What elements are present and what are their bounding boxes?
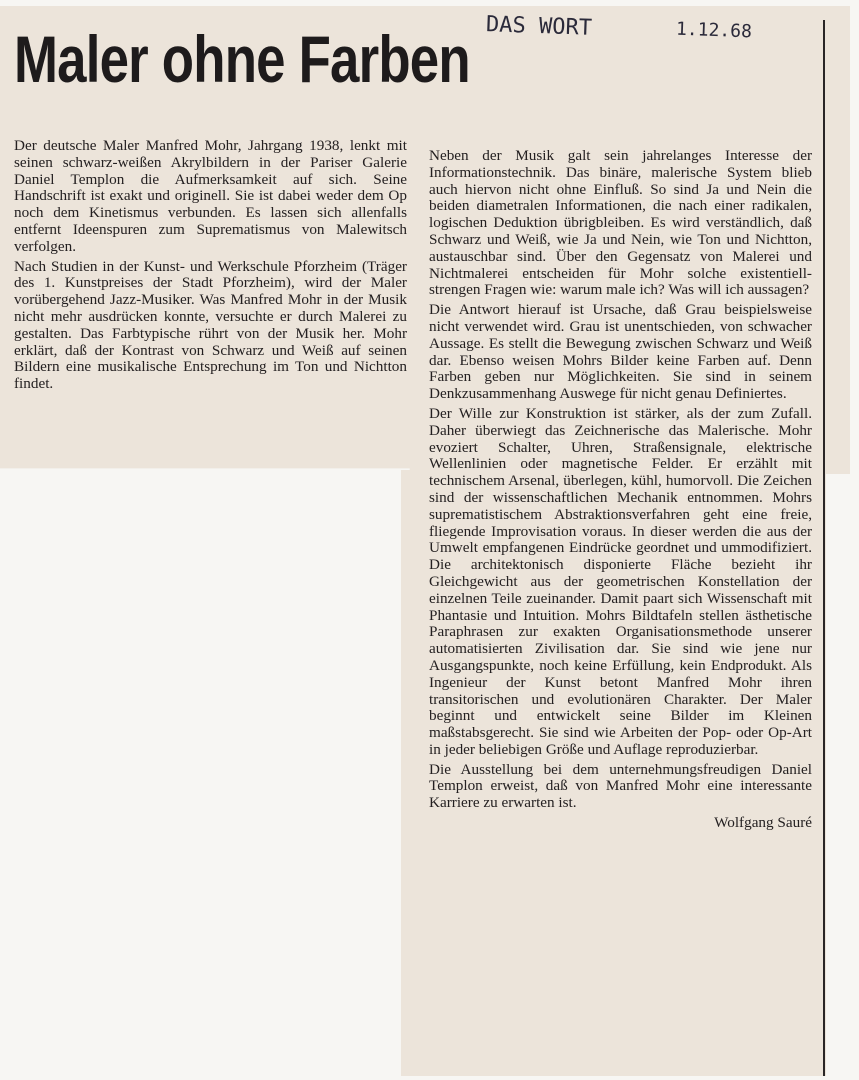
article-paragraph: Die Antwort hierauf ist Ursache, daß Grau beispielsweise nicht verwendet wird. Grau ist unentschieden, von schwacher Aussage. Es stellt die Bewegung zwischen Schwarz und Weiß dar. Ebenso weisen Mohrs Bilder keine Farben auf. Denn Farben geben nur Möglichkeiten. Sie sind in seinem Denkzusammenhang Auswege für nicht genau Definiertes. (429, 301, 812, 403)
article-headline: Maler ohne Farben (14, 22, 470, 96)
author-signature: Wolfgang Sauré (714, 814, 812, 832)
clipping-edge-line (823, 20, 825, 1076)
article-paragraph: Der deutsche Maler Manfred Mohr, Jahrgang 1938, lenkt mit seinen schwarz-weißen Akrylbildern in der Pariser Galerie Daniel Templon die Aufmerksamkeit auf sich. Seine Handschrift ist exakt und originell. Sie ist dabei weder dem Op noch dem Kinetismus verbunden. Es lassen sich allenfalls entfernt Ideenspuren zum Suprematismus von Malewitsch verfolgen. (14, 137, 407, 255)
article-left-column (14, 138, 407, 396)
article-paragraph: Die Ausstellung bei dem unternehmungsfreudigen Daniel Templon erweist, daß von Manfred Mohr eine interessante Karriere zu erwarten ist. (429, 760, 812, 812)
article-paragraph: Der Wille zur Konstruktion ist stärker, als der zum Zufall. Daher überwiegt das Zeichnerische das Malerische. Mohr evoziert Schalter, Uhren, Straßensignale, elektrische Wellenlinien oder magnetische Felder. Er erzählt mit technischem Arsenal, überlegen, kühl, humorvoll. Die Zeichen sind der wissenschaftlichen Mechanik entnommen. Mohrs suprematistischem Abstraktionsverfahren geht eine freie, fliegende Improvisation voraus. In dieser werden die aus der Umwelt empfangenen Eindrücke geordnet und ummodifiziert. Die architektonisch disponierte Fläche bezieht ihr Gleichgewicht aus der geometrischen Konstellation der einzelnen Teile zueinander. Damit paart sich Wissenschaft mit Phantasie und Intuition. Mohrs Bildtafeln stellen ästhetische Paraphrasen zur exakten Organisationsmethode unserer automatisierten Zivilisation dar. Sie sind wie jene nur Ausgangspunkte, noch keine Erfüllung, kein Endprodukt. Als Ingenieur der Kunst betont Manfred Mohr ihren transitorischen und evolutionären Charakter. Der Maler beginnt und entwickelt seine Bilder im Kleinen maßstabsgerecht. Sie sind wie Arbeiten der Pop- oder Op-Art in jeder beliebigen Größe und Auflage reproduzierbar. (429, 404, 812, 758)
article-right-column (429, 148, 812, 832)
article-paragraph: Nach Studien in der Kunst- und Werkschule Pforzheim (Träger des 1. Kunstpreises der Stadt Pforzheim), wird der Maler vorübergehend Jazz-Musiker. Was Manfred Mohr in der Musik nicht mehr ausdrücken konnte, versuchte er durch Malerei zu gestalten. Das Farbtypische rührt von der Musik her. Mohr erklärt, daß der Kontrast von Schwarz und Weiß auf seinen Bildern eine musikalische Entsprechung im Ton und Nichtton findet. (14, 257, 407, 393)
handwritten-date-note: 1.12.68 (675, 18, 753, 43)
article-paragraph: Neben der Musik galt sein jahrelanges Interesse der Informationstechnik. Das binäre, malerische System blieb auch hiervon nicht ohne Einfluß. So sind Ja und Nein die beiden diametralen Informationen, die nach einer radikalen, logischen Deduktion übrigbleiben. Es wird verständlich, daß Schwarz und Weiß, wie Ja und Nein, wie Ton und Nichtton, austauschbar sind. Über den Gegensatz von Malerei und Nichtmalerei entscheiden für Mohr solche existentiell-strengen Fragen wie: warum male ich? Was will ich aussagen? (429, 147, 812, 299)
handwritten-source-note: DAS WORT (485, 12, 593, 41)
